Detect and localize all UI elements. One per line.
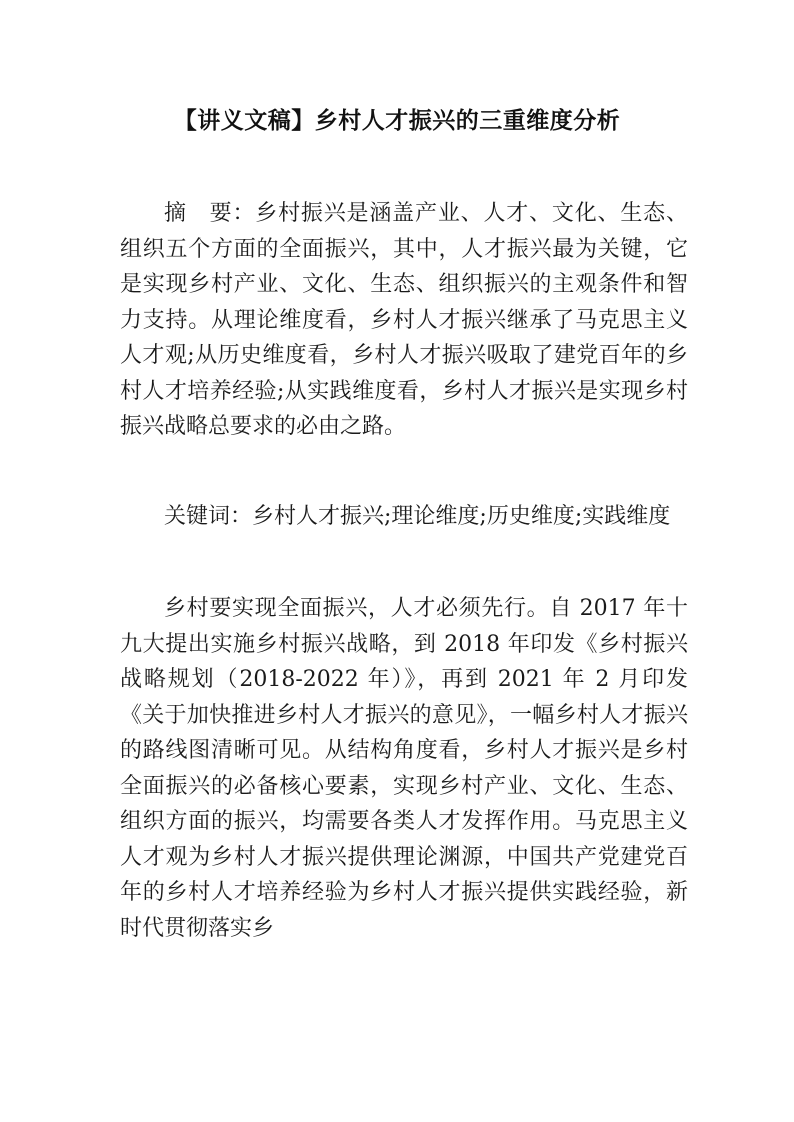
document-title: 【讲义文稿】乡村人才振兴的三重维度分析 [173, 108, 621, 134]
keywords-label: 关键词： [164, 504, 253, 529]
abstract-label: 摘 要： [164, 201, 256, 226]
keywords-paragraph [120, 499, 688, 535]
abstract-paragraph [120, 196, 688, 445]
body-paragraph: 乡村要实现全面振兴，人才必须先行。自 2017 年十九大提出实施乡村振兴战略，到 2018 年印发《乡村振兴战略规划（2018-2022 年）》，再到 2021 年 2 月印发《关于加快推进乡村人才振兴的意见》，一幅乡村人才振兴的路线图清晰可见。从结构角度看，乡村人才振兴是乡村全面振兴的必备核心要素，实现乡村产业、文化、生态、组织方面的振兴，均需要各类人才发挥作用。马克思主义人才观为乡村人才振兴提供理论渊源，中国共产党建党百年的乡村人才培养经验为乡村人才振兴提供实践经验，新时代贯彻落实乡 [120, 596, 688, 941]
abstract-text: 乡村振兴是涵盖产业、人才、文化、生态、组织五个方面的全面振兴，其中，人才振兴最为关键，它是实现乡村产业、文化、生态、组织振兴的主观条件和智力支持。从理论维度看，乡村人才振兴继承了马克思主义人才观;从历史维度看，乡村人才振兴吸取了建党百年的乡村人才培养经验;从实践维度看，乡村人才振兴是实现乡村振兴战略总要求的必由之路。 [120, 201, 688, 439]
keywords-text: 乡村人才振兴;理论维度;历史维度;实践维度 [252, 504, 671, 529]
